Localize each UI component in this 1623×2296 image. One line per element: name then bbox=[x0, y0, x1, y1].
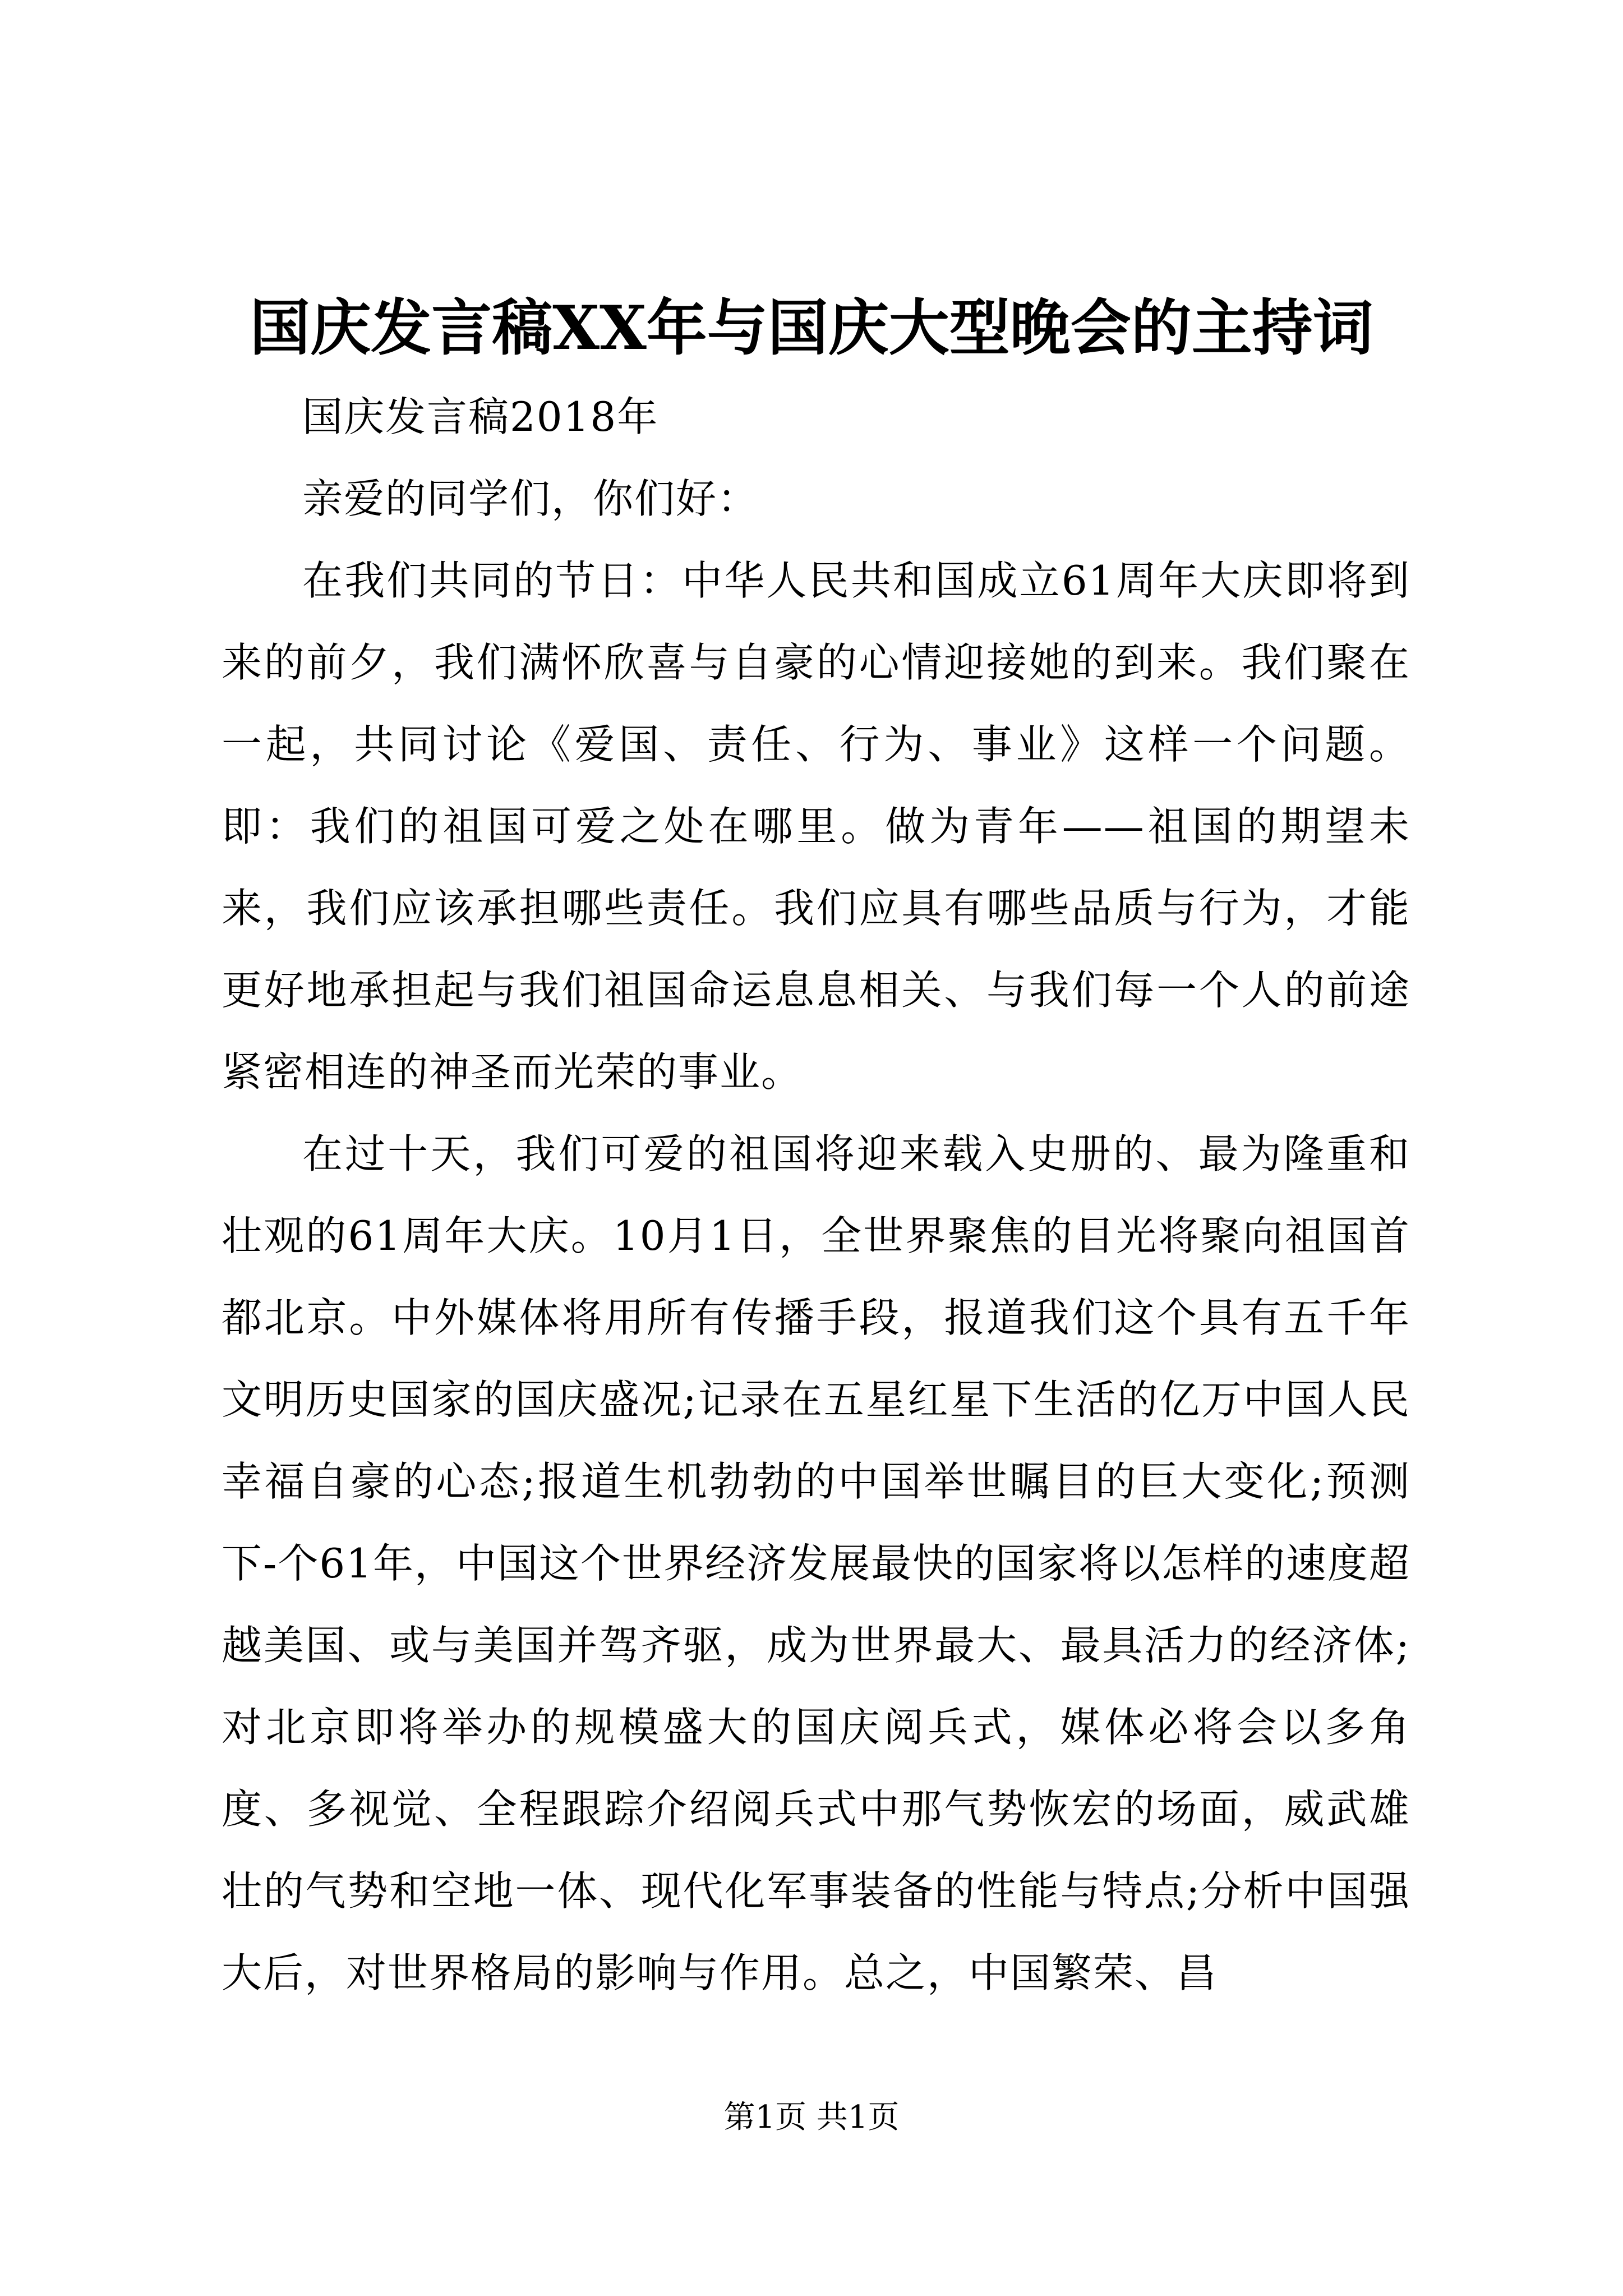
paragraph-intro: 在我们共同的节日：中华人民共和国成立61周年大庆即将到来的前夕，我们满怀欣喜与自豪的心情迎接她的到来。我们聚在一起，共同讨论《爱国、责任、行为、事业》这样一个问题。即：我们的祖国可爱之处在哪里。做为青年——祖国的期望未来，我们应该承担哪些责任。我们应具有哪些品质与行为，才能更好地承担起与我们祖国命运息息相关、与我们每一个人的前途紧密相连的神圣而光荣的事业。 bbox=[222, 557, 1410, 1096]
paragraph-subtitle: 国庆发言稿2018年 bbox=[302, 393, 659, 440]
paragraph-greeting: 亲爱的同学们，你们好： bbox=[302, 475, 759, 522]
page-footer: 第1页 共1页 bbox=[723, 2099, 900, 2136]
document-body bbox=[222, 376, 1410, 2014]
document-title: 国庆发言稿XX年与国庆大型晚会的主持词 bbox=[250, 293, 1373, 364]
paragraph-celebration: 在过十天，我们可爱的祖国将迎来载入史册的、最为隆重和壮观的61周年大庆。10月1日，全世界聚焦的目光将聚向祖国首都北京。中外媒体将用所有传播手段，报道我们这个具有五千年文明历史国家的国庆盛况;记录在五星红星下生活的亿万中国人民幸福自豪的心态;报道生机勃勃的中国举世瞩目的巨大变化;预测下-个61年，中国这个世界经济发展最快的国家将以怎样的速度超越美国、或与美国并驾齐驱，成为世界最大、最具活力的经济体;对北京即将举办的规模盛大的国庆阅兵式，媒体必将会以多角度、多视觉、全程跟踪介绍阅兵式中那气势恢宏的场面，威武雄壮的气势和空地一体、现代化军事装备的性能与特点;分析中国强大后，对世界格局的影响与作用。总之，中国繁荣、昌 bbox=[222, 1130, 1410, 1996]
